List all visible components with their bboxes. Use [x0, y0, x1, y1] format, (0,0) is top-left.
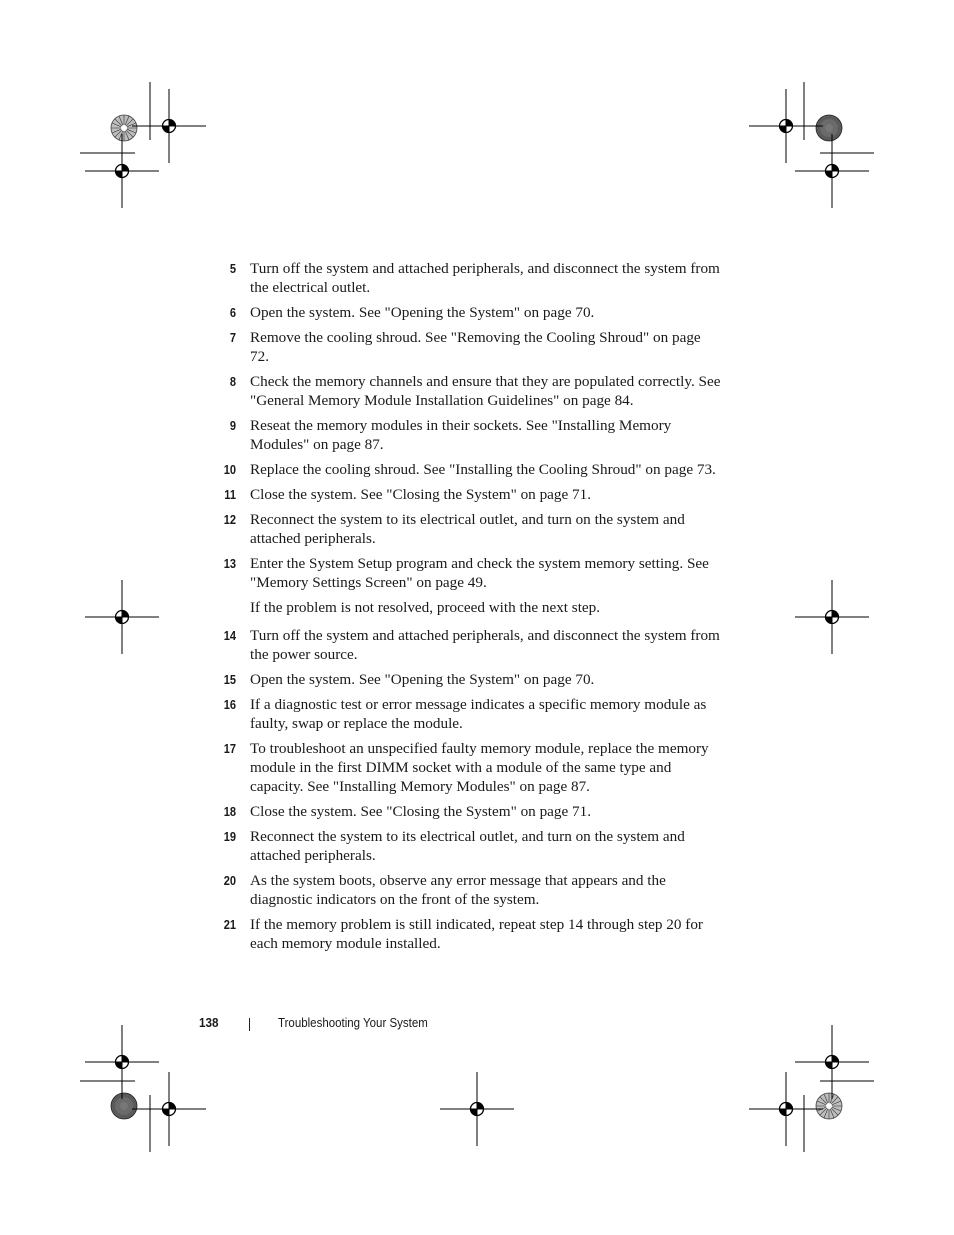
- step-number: 16: [223, 697, 236, 712]
- step-item: [213, 416, 723, 454]
- step-number: 13: [223, 556, 236, 571]
- step-number: 20: [223, 873, 236, 888]
- step-number: 19: [223, 829, 236, 844]
- step-item: [213, 460, 723, 479]
- footer-divider: [249, 1018, 250, 1031]
- step-text: Replace the cooling shroud. See "Installing the Cooling Shroud" on page 73.: [250, 461, 716, 478]
- step-text: If a diagnostic test or error message indicates a specific memory module as faulty, swap or replace the module.: [250, 696, 707, 732]
- step-note: If the problem is not resolved, proceed with the next step.: [250, 599, 601, 616]
- step-number: 5: [229, 261, 236, 276]
- step-number: 21: [223, 917, 236, 932]
- step-text: Open the system. See "Opening the System" on page 70.: [250, 671, 595, 688]
- step-item: [213, 739, 723, 796]
- step-text: Remove the cooling shroud. See "Removing the Cooling Shroud" on page 72.: [250, 329, 701, 365]
- step-text: Enter the System Setup program and check the system memory setting. See "Memory Settings Screen" on page 49.: [250, 555, 709, 591]
- chapter-title: Troubleshooting Your System: [278, 1016, 428, 1030]
- page-footer: [0, 1015, 954, 1035]
- step-number: 11: [224, 487, 236, 502]
- step-item: [213, 328, 723, 366]
- step-item: [213, 827, 723, 865]
- step-text: Open the system. See "Opening the System" on page 70.: [250, 304, 595, 321]
- step-text: Check the memory channels and ensure that they are populated correctly. See "General Memory Module Installation Guidelines" on page 84.: [250, 373, 721, 409]
- step-item: [213, 554, 723, 592]
- step-item: [213, 915, 723, 953]
- step-number: 17: [223, 741, 236, 756]
- step-item: [213, 510, 723, 548]
- step-text: Turn off the system and attached peripherals, and disconnect the system from the electrical outlet.: [250, 260, 720, 296]
- step-text: Reconnect the system to its electrical outlet, and turn on the system and attached peripherals.: [250, 511, 685, 547]
- step-number: 12: [223, 512, 236, 527]
- step-item: [213, 259, 723, 297]
- step-number: 14: [223, 628, 236, 643]
- step-number: 9: [229, 418, 236, 433]
- procedure-steps: [213, 259, 723, 959]
- step-number: 7: [229, 330, 236, 345]
- step-text: Close the system. See "Closing the System" on page 71.: [250, 803, 592, 820]
- step-item: [213, 372, 723, 410]
- step-item: [213, 626, 723, 664]
- step-number: 15: [223, 672, 236, 687]
- step-text: Turn off the system and attached peripherals, and disconnect the system from the power source.: [250, 627, 720, 663]
- step-item: [213, 695, 723, 733]
- step-item: [213, 670, 723, 689]
- step-text: Reconnect the system to its electrical outlet, and turn on the system and attached peripherals.: [250, 828, 685, 864]
- page-number: 138: [199, 1015, 219, 1030]
- step-number: 18: [223, 804, 236, 819]
- step-number: 6: [229, 305, 236, 320]
- step-text: Reseat the memory modules in their sockets. See "Installing Memory Modules" on page 87.: [250, 417, 672, 453]
- step-number: 10: [223, 462, 236, 477]
- step-item: [213, 871, 723, 909]
- step-item: [213, 802, 723, 821]
- step-item: [213, 485, 723, 504]
- step-text: As the system boots, observe any error message that appears and the diagnostic indicators on the front of the system.: [250, 872, 666, 908]
- step-text: Close the system. See "Closing the System" on page 71.: [250, 486, 592, 503]
- step-number: 8: [229, 374, 236, 389]
- step-item: [213, 303, 723, 322]
- step-text: If the memory problem is still indicated, repeat step 14 through step 20 for each memory module installed.: [250, 916, 703, 952]
- step-text: To troubleshoot an unspecified faulty memory module, replace the memory module in the first DIMM socket with a module of the same type and capacity. See "Installing Memory Modules" on page 87.: [250, 740, 709, 795]
